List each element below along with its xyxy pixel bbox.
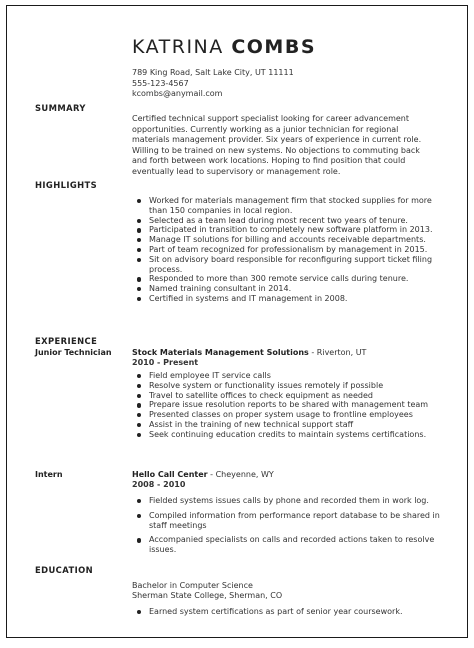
bullet-icon (137, 287, 141, 291)
bullet-icon (137, 610, 141, 614)
bullet-icon (137, 433, 141, 437)
company-line (132, 470, 442, 480)
address: 789 King Road, Salt Lake City, UT 11111 (132, 68, 294, 77)
job-duties-list (132, 371, 442, 440)
list-item: Resolve system or functionality issues remotely if possible (132, 381, 442, 391)
resume-header (132, 36, 316, 100)
highlights-block (132, 196, 442, 304)
bullet-icon (137, 297, 141, 301)
job-title-1: Junior Technician (35, 348, 112, 357)
bullet-icon (137, 258, 141, 262)
job-dates: 2008 - 2010 (132, 480, 186, 489)
school: Sherman State College, Sherman, CO (132, 591, 283, 600)
list-item: Worked for materials management firm that stocked supplies for more than 150 companies in local region. (132, 196, 442, 216)
experience-entry-2 (132, 470, 442, 555)
bullet-icon (137, 413, 141, 417)
list-item: Fielded systems issues calls by phone and recorded them in work log. (132, 496, 442, 506)
bullet-icon (137, 277, 141, 281)
job-dates: 2010 - Present (132, 358, 199, 367)
first-name: KATRINA (132, 36, 224, 58)
list-item: Prepare issue resolution reports to be shared with management team (132, 400, 442, 410)
list-item: Selected as a team lead during most recent two years of tenure. (132, 216, 442, 226)
list-item: Participated in transition to completely new software platform in 2013. (132, 225, 442, 235)
experience-entry-1 (132, 348, 442, 440)
section-title-summary: SUMMARY (35, 103, 86, 113)
list-item: Manage IT solutions for billing and accounts receivable departments. (132, 235, 442, 245)
list-item: Field employee IT service calls (132, 371, 442, 381)
bullet-icon (137, 384, 141, 388)
section-title-highlights: HIGHLIGHTS (35, 180, 98, 190)
bullet-icon (137, 514, 141, 518)
list-item: Certified in systems and IT management in 2008. (132, 294, 442, 304)
job-duties-list (132, 496, 442, 555)
list-item: Sit on advisory board responsible for reconfiguring support ticket filing process. (132, 255, 442, 275)
bullet-icon (137, 403, 141, 407)
bullet-icon (137, 394, 141, 398)
job-title-2: Intern (35, 470, 63, 479)
education-entry (132, 581, 442, 617)
education-list (132, 607, 442, 617)
list-item: Travel to satellite offices to check equipment as needed (132, 391, 442, 401)
email: kcombs@anymail.com (132, 89, 223, 99)
list-item: Presented classes on proper system usage to frontline employees (132, 410, 442, 420)
contact-info (132, 68, 316, 100)
list-item: Named training consultant in 2014. (132, 284, 442, 294)
section-title-experience: EXPERIENCE (35, 336, 98, 346)
degree: Bachelor in Computer Science (132, 581, 253, 590)
company-line (132, 348, 442, 358)
bullet-icon (137, 499, 141, 503)
bullet-icon (137, 219, 141, 223)
list-item: Accompanied specialists on calls and recorded actions taken to resolve issues. (132, 535, 442, 555)
last-name: COMBS (231, 36, 316, 58)
summary-text: Certified technical support specialist looking for career advancement opportunities. Currently working as a junior technician for regional materials management provider. Six years of experience in current role. Willing to be trained on new systems. No objections to commuting back and forth between work locations. Hoping to find position that could eventually lead to supervisory or management role. (132, 114, 422, 176)
list-item: Compiled information from performance report database to be shared in staff meetings (132, 511, 442, 531)
bullet-icon (137, 228, 141, 232)
list-item: Seek continuing education credits to maintain systems certifications. (132, 430, 442, 440)
list-item: Responded to more than 300 remote service calls during tenure. (132, 274, 442, 284)
highlights-list (132, 196, 442, 304)
bullet-icon (137, 248, 141, 252)
list-item: Earned system certifications as part of senior year coursework. (132, 607, 442, 617)
company-location: - Riverton, UT (308, 348, 367, 357)
resume-page (6, 5, 468, 638)
company-name: Stock Materials Management Solutions (132, 348, 309, 357)
bullet-icon (137, 238, 141, 242)
list-item: Part of team recognized for professionalism by management in 2015. (132, 245, 442, 255)
company-name: Hello Call Center (132, 470, 208, 479)
phone: 555-123-4567 (132, 78, 189, 88)
bullet-icon (137, 538, 141, 542)
section-title-education: EDUCATION (35, 565, 94, 575)
bullet-icon (137, 374, 141, 378)
company-location: - Cheyenne, WY (207, 470, 274, 479)
list-item: Assist in the training of new technical support staff (132, 420, 442, 430)
bullet-icon (137, 199, 141, 203)
candidate-name (132, 36, 316, 58)
bullet-icon (137, 423, 141, 427)
